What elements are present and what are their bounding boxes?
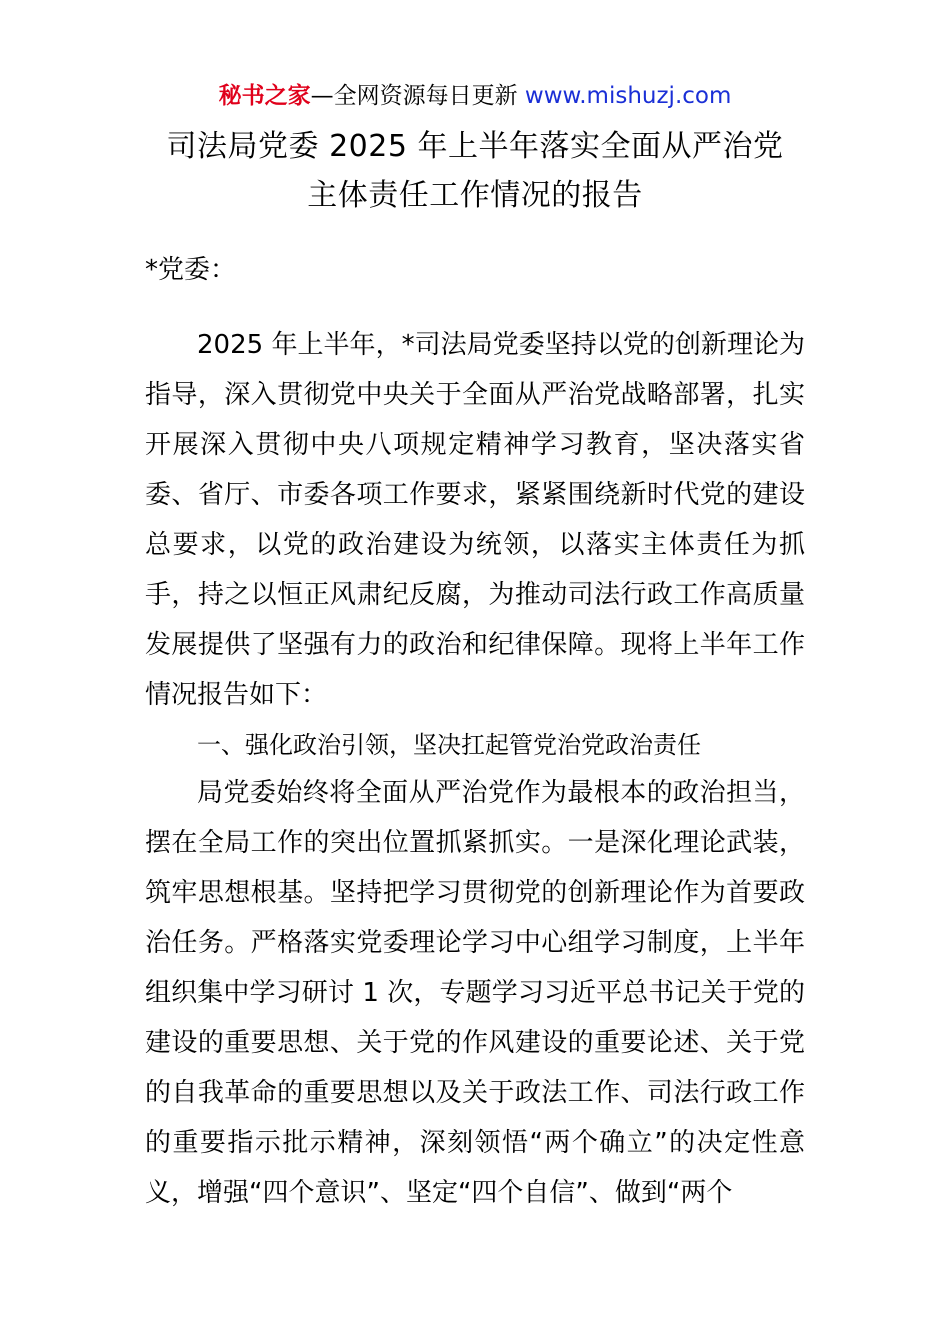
paragraph-section-1 xyxy=(145,768,805,1218)
section-heading-1-text: 一、强化政治引领，坚决扛起管党治党政治责任 xyxy=(197,731,701,759)
brand-name: 秘书之家 xyxy=(218,83,311,109)
site-banner xyxy=(0,80,950,112)
section-heading-1 xyxy=(145,720,805,770)
banner-tagline: —全网资源每日更新 xyxy=(310,83,518,109)
paragraph-section-1-text: 局党委始终将全面从严治党作为最根本的政治担当，摆在全局工作的突出位置抓紧抓实。一是深化理论武装，筑牢思想根基。坚持把学习贯彻党的创新理论作为首要政治任务。严格落实党委理论学习中心组学习制度，上半年组织集中学习研讨 1 次，专题学习习近平总书记关于党的建设的重要思想、关于党的作风建设的重要论述、关于党的自我革命的重要思想以及关于政法工作、司法行政工作的重要指示批示精神，深刻领悟“两个确立”的决定性意义，增强“四个意识”、坚定“四个自信”、做到“两个 xyxy=(145,778,805,1208)
salutation xyxy=(145,245,805,295)
paragraph-intro-text: 2025 年上半年，*司法局党委坚持以党的创新理论为指导，深入贯彻党中央关于全面从严治党战略部署，扎实开展深入贯彻中央八项规定精神学习教育，坚决落实省委、省厅、市委各项工作要求，紧紧围绕新时代党的建设总要求，以党的政治建设为统领，以落实主体责任为抓手，持之以恒正风肃纪反腐，为推动司法行政工作高质量发展提供了坚强有力的政治和纪律保障。现将上半年工作情况报告如下： xyxy=(145,330,805,710)
website-link[interactable]: www.mishuzj.com xyxy=(524,83,732,109)
document-title-line-1: 司法局党委 2025 年上半年落实全面从严治党 xyxy=(166,129,784,164)
salutation-text: *党委： xyxy=(145,255,237,285)
document-title-line-2: 主体责任工作情况的报告 xyxy=(307,178,643,213)
paragraph-intro xyxy=(145,320,805,720)
